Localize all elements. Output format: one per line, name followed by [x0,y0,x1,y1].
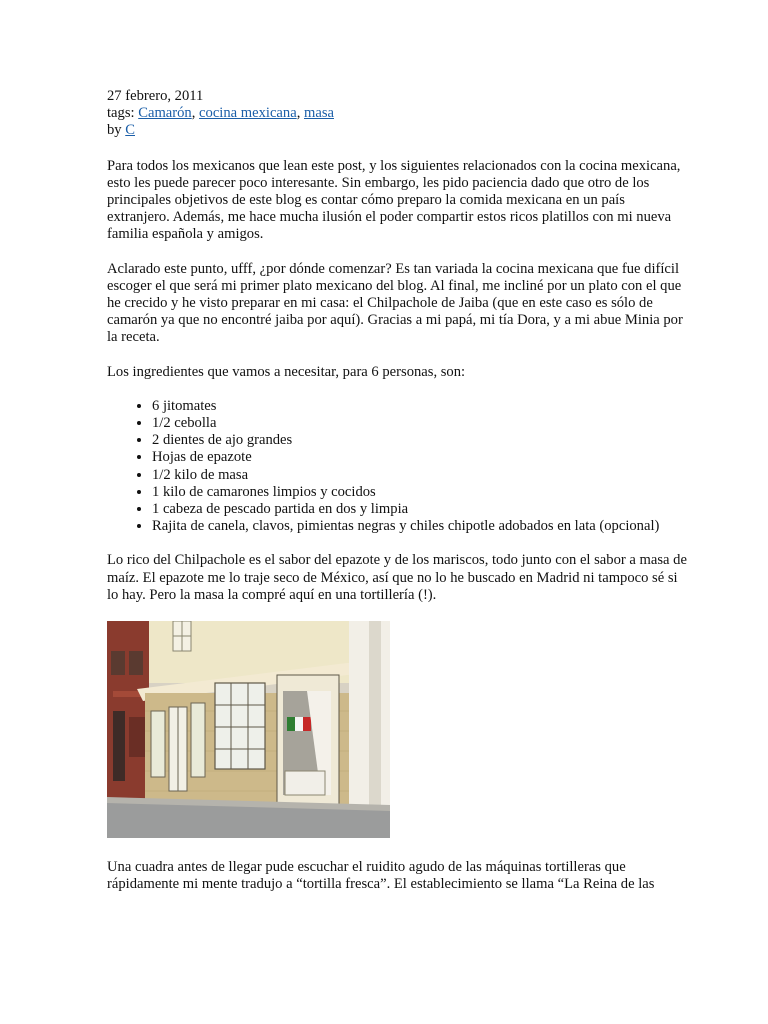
list-item: • 1 cabeza de pescado partida en dos y limpia [152,501,687,518]
tag-link-masa[interactable]: masa [304,105,334,122]
ingredients-list [107,398,687,536]
by-label: by [107,122,122,139]
post-date: 27 febrero, 2011 [107,88,204,104]
post-meta [107,88,687,140]
paragraph-intro: Para todos los mexicanos que lean este post, y los siguientes relacionados con la cocina mexicana, esto les puede parecer poco interesante. Sin embargo, les pido paciencia dado que otro de los principales objetivos de este blog es contar cómo preparo la comida mexicana en un país extranjero. Además, me hace mucha ilusión el poder compartir estos ricos platillos con mi nueva familia española y amigos. [107,157,681,243]
post-tags [107,105,687,122]
list-item: • Hojas de epazote [152,449,687,466]
list-item: • 1/2 kilo de masa [152,467,687,484]
paragraph-clarification: Aclarado este punto, ufff, ¿por dónde comenzar? Es tan variada la cocina mexicana que fue difícil escoger el que será mi primer plato mexicano del blog. Al final, me incliné por un plato con el que he crecido y he visto preparar en mi casa: el Chilpachole de Jaiba (que en este caso es sólo de camarón ya que no encontré jaiba por aquí). Gracias a mi papá, mi tía Dora, y a mi abue Minia por la receta. [107,260,683,346]
list-item: • 2 dientes de ajo grandes [152,432,687,449]
post-author [107,122,687,139]
tortilleria-photo [107,621,390,838]
list-item: • 6 jitomates [152,398,687,415]
author-link[interactable]: C [125,122,135,139]
tag-separator: , [191,105,196,122]
list-item: • 1/2 cebolla [152,415,687,432]
list-item: • Rajita de canela, clavos, pimientas negras y chiles chipotle adobados en lata (opcional) [152,518,687,535]
tags-label: tags: [107,105,135,122]
tag-separator: , [296,105,301,122]
blog-post [107,88,687,910]
list-item: • 1 kilo de camarones limpios y cocidos [152,484,687,501]
tag-link-cocina-mexicana[interactable]: cocina mexicana [199,105,297,122]
paragraph-tortilleria: Una cuadra antes de llegar pude escuchar el ruidito agudo de las máquinas tortilleras que rápidamente mi mente tradujo a “tortilla fresca”. El establecimiento se llama “La Reina de las [107,859,655,893]
paragraph-epazote: Lo rico del Chilpachole es el sabor del epazote y de los mariscos, todo junto con el sabor a masa de maíz. El epazote me lo traje seco de México, así que no lo he buscado en Madrid ni tampoco sé si lo hay. Pero la masa la compré aquí en una tortillería (!). [107,552,687,603]
tag-link-camaron[interactable]: Camarón [138,105,192,122]
paragraph-ingredients-intro: Los ingredientes que vamos a necesitar, para 6 personas, son: [107,363,466,380]
